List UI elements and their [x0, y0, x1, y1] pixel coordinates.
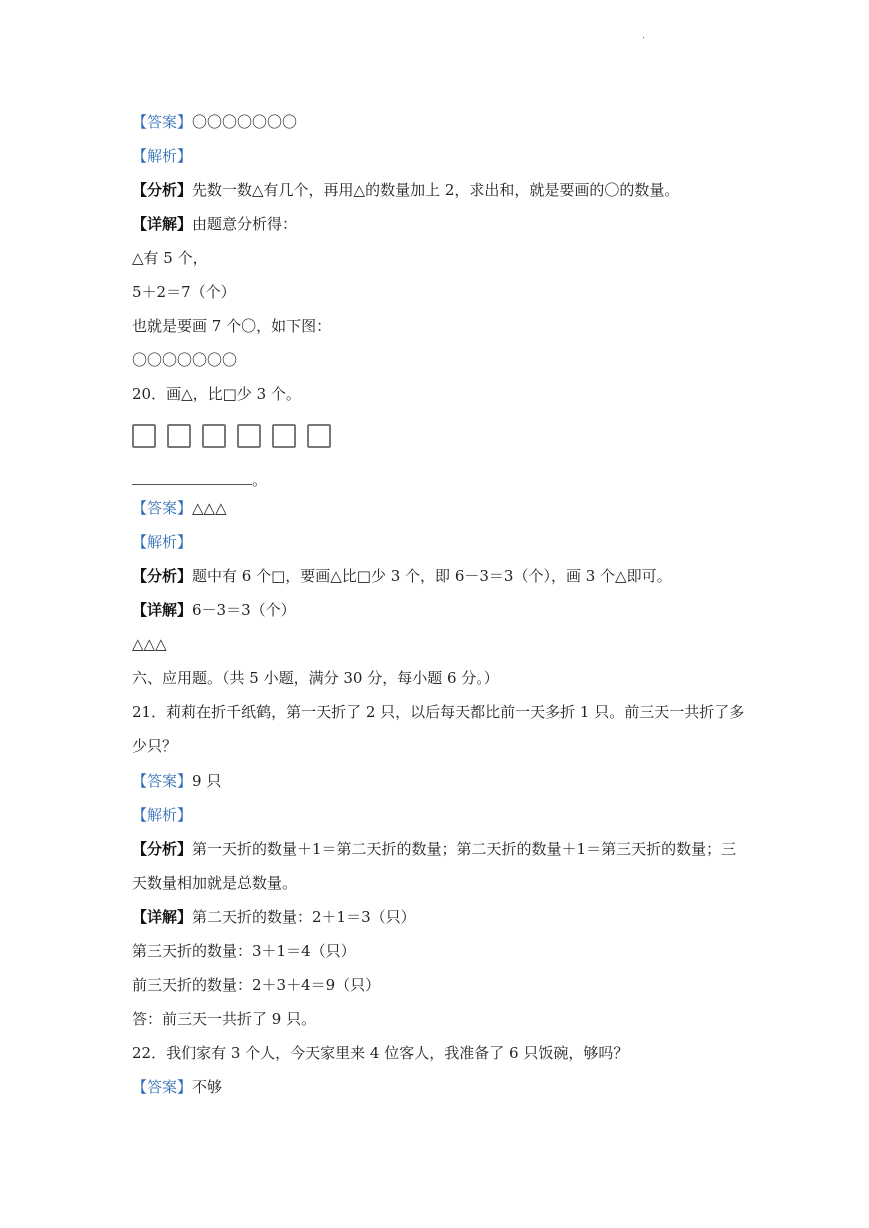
analysis-tag: 【解析】: [132, 533, 193, 551]
fenxi-tag: 【分析】: [132, 181, 193, 199]
q21-fenxi-line-1: [132, 839, 736, 859]
q19-analysis-tag: [132, 146, 192, 166]
q21-fenxi-1: 第一天折的数量＋1＝第二天折的数量；第二天折的数量＋1＝第三天折的数量；三: [192, 840, 737, 858]
q21-line-2: 前三天折的数量：2＋3＋4＝9（只）: [132, 976, 381, 994]
xiangjie-tag: 【详解】: [132, 215, 193, 233]
q21-answer-line: [132, 771, 221, 791]
answer-tag: 【答案】: [132, 113, 193, 131]
q19-answer-line: [132, 112, 297, 132]
xiangjie-tag: 【详解】: [132, 601, 193, 619]
q21-line-1: 第三天折的数量：3＋1＝4（只）: [132, 942, 356, 960]
q21-line-3: 答：前三天一共折了 9 只。: [132, 1010, 317, 1028]
q20-line-1: △△△: [132, 635, 167, 653]
q19-xiangjie: 由题意分析得：: [192, 215, 298, 233]
q21-question-line-1: 21．莉莉在折千纸鹤，第一天折了 2 只，以后每天都比前一天多折 1 只。前三天一共折了多: [132, 703, 745, 721]
square-icon: [167, 424, 191, 448]
q21-question-line-2: 少只？: [132, 737, 178, 755]
q21-analysis-tag: [132, 805, 192, 825]
q20-fenxi: 题中有 6 个□，要画△比□少 3 个，即 6－3＝3（个），画 3 个△即可。: [192, 567, 672, 585]
xiangjie-tag: 【详解】: [132, 908, 193, 926]
q21-xiangjie-line: [132, 907, 416, 927]
q20-xiangjie: 6－3＝3（个）: [192, 601, 296, 619]
q19-fenxi-line: [132, 180, 679, 200]
q20-answer-blank: [132, 470, 267, 490]
q20-fenxi-line: [132, 566, 672, 586]
blank-suffix: 。: [252, 471, 268, 489]
analysis-tag: 【解析】: [132, 806, 193, 824]
q22-answer-line: [132, 1077, 222, 1097]
q20-xiangjie-line: [132, 600, 296, 620]
q19-line-4: 〇〇〇〇〇〇〇: [132, 351, 238, 369]
q22-question: 22．我们家有 3 个人，今天家里来 4 位客人，我准备了 6 只饭碗，够吗？: [132, 1044, 629, 1062]
q19-line-2: 5＋2＝7（个）: [132, 283, 236, 301]
fenxi-tag: 【分析】: [132, 840, 193, 858]
q19-line-1: △有 5 个，: [132, 249, 208, 267]
analysis-tag: 【解析】: [132, 147, 193, 165]
q20-analysis-tag: [132, 532, 192, 552]
q20-question: 20．画△，比□少 3 个。: [132, 385, 301, 403]
q19-answer: 〇〇〇〇〇〇〇: [192, 113, 298, 131]
q20-square-row: [132, 424, 331, 448]
q20-answer: △△△: [192, 499, 227, 517]
square-icon: [132, 424, 156, 448]
answer-tag: 【答案】: [132, 1078, 193, 1096]
q20-answer-line: [132, 498, 227, 518]
q21-xiangjie: 第二天折的数量：2＋1＝3（只）: [192, 908, 416, 926]
q19-xiangjie-line: [132, 214, 297, 234]
answer-tag: 【答案】: [132, 499, 193, 517]
square-icon: [202, 424, 226, 448]
square-icon: [307, 424, 331, 448]
q19-line-3: 也就是要画 7 个〇，如下图：: [132, 317, 332, 335]
blank-underline: [132, 470, 252, 485]
page-marker: .: [642, 30, 646, 41]
q22-answer: 不够: [192, 1078, 223, 1096]
square-icon: [272, 424, 296, 448]
q21-answer: 9 只: [192, 772, 222, 790]
q21-fenxi-line-2: 天数量相加就是总数量。: [132, 874, 298, 892]
square-icon: [237, 424, 261, 448]
section-6-title: 六、应用题。（共 5 小题，满分 30 分，每小题 6 分。）: [132, 669, 499, 687]
answer-tag: 【答案】: [132, 772, 193, 790]
fenxi-tag: 【分析】: [132, 567, 193, 585]
q19-fenxi: 先数一数△有几个，再用△的数量加上 2，求出和，就是要画的〇的数量。: [192, 181, 680, 199]
